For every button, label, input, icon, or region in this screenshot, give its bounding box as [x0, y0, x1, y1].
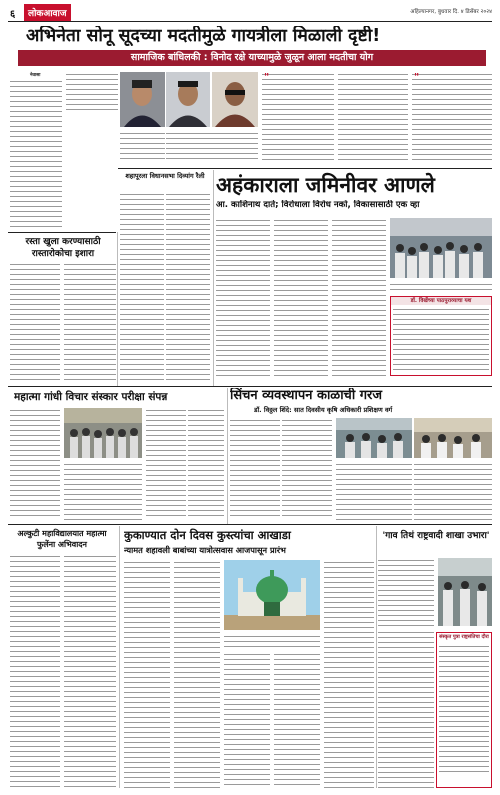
top-story-column-4	[338, 72, 408, 160]
lead-story-column-1	[216, 218, 270, 376]
top-story-column-5	[412, 72, 492, 160]
center-brief-column-2	[166, 192, 210, 382]
lead-story-headline: अहंकाराला जमिनीवर आणले	[216, 173, 435, 197]
irrigation-story-column-2	[282, 418, 332, 520]
column-rule-4	[119, 526, 120, 788]
phule-story-column-1	[10, 554, 60, 788]
rule-top-story	[118, 168, 492, 169]
column-rule-1	[117, 232, 118, 386]
rally-photo	[390, 218, 492, 278]
gandhi-story-column-2	[146, 408, 186, 520]
irrigation-photo-1	[336, 418, 412, 458]
sidebar-box-title: संस्कृत पुत्रा राष्ट्रसंतिचा दौरा	[439, 634, 489, 640]
school-story-headline-text: 'गाव तिथं राष्ट्रवादी शाखा उभारा'	[382, 531, 490, 541]
lead-story-column-2	[274, 218, 328, 376]
column-rule-2	[213, 170, 214, 386]
gandhi-story-headline: महात्मा गांधी विचार संस्कार परीक्षा संपन्न	[14, 391, 168, 403]
center-brief-headline	[120, 172, 210, 181]
masthead-rule	[8, 21, 492, 22]
top-story-headline: अभिनेता सोनू सूदच्या मदतीमुळे गायत्रीला मिळाली दृष्टी!	[26, 26, 381, 46]
gandhi-story-column-4	[188, 408, 224, 520]
top-story-byline: नेवासा	[30, 73, 41, 78]
pull-quote-mark-2: "	[414, 72, 420, 83]
phule-story-column-2	[64, 554, 116, 788]
top-story-subhead-bar	[18, 50, 486, 66]
top-story-column-2	[66, 72, 118, 110]
akhada-story-column-2	[174, 560, 220, 788]
irrigation-story-column-3	[336, 462, 412, 520]
gayatri-photo	[212, 72, 258, 127]
phule-story-headline	[10, 528, 114, 550]
top-story-column-3	[262, 72, 334, 160]
rule-lower	[8, 524, 492, 525]
lead-story-column-3	[332, 218, 386, 266]
akhada-story-subhead: न्यामत शहावली बाबांच्या यात्रोत्सवास आजपासून प्रारंभ	[124, 545, 286, 555]
akhada-story-column-3	[224, 652, 270, 788]
akhada-story-headline: कुकाण्यात दोन दिवस कुस्त्यांचा आखाडा	[124, 528, 291, 542]
dargah-photo	[224, 560, 320, 630]
sidebar-box-body	[439, 644, 489, 774]
sonu-sood-photo	[120, 72, 165, 127]
column-rule-3	[227, 388, 228, 524]
sidebar-box	[436, 632, 492, 788]
gandhi-story-column-1	[10, 408, 60, 520]
akhada-story-column-1	[124, 560, 170, 788]
photo-caption-1	[120, 131, 165, 161]
page-number: ६	[10, 9, 16, 20]
rule-mid	[8, 386, 492, 387]
fact-box	[390, 296, 492, 376]
lead-story-subhead: आ. काशिनाथ दाते; विरोधाला विरोध नको, विकासासाठी एक व्हा	[216, 200, 420, 210]
center-brief-column-1	[120, 192, 164, 382]
school-story-headline	[380, 530, 492, 542]
akhada-story-column-4	[274, 652, 320, 788]
gandhi-exam-photo	[64, 408, 142, 458]
left-brief-column-1	[10, 262, 60, 380]
left-brief-headline	[10, 236, 116, 260]
top-story-subhead: सामाजिक बांधिलकी : विनोद रक्षे याच्यामुळे जुळून आला मदतीचा योग	[130, 52, 374, 63]
irrigation-photo-2	[414, 418, 492, 458]
akhada-story-column-5	[324, 560, 374, 788]
irrigation-story-column-4	[414, 462, 492, 520]
pull-quote-mark: "	[264, 72, 270, 83]
gandhi-story-column-3	[64, 462, 142, 520]
left-brief-column-2	[64, 262, 116, 380]
phule-story-headline-text: अल्कुटी महाविद्यालयात महात्मा फुलेंना अभिवादन	[17, 529, 107, 549]
school-story-column-1	[378, 558, 434, 626]
fact-box-body	[393, 307, 489, 373]
akhada-photo-caption	[224, 634, 320, 648]
center-brief-headline-text: शहापूरला विधानसभा दिव्यांग रैली	[125, 172, 205, 180]
top-story-column-1	[10, 79, 62, 229]
irrigation-story-column-1	[230, 418, 280, 520]
irrigation-story-subhead: डॉ. विठ्ठल शिंदे: सात दिवसीय कृषि अधिकारी प्रशिक्षण वर्ग	[254, 406, 393, 414]
irrigation-story-headline: सिंचन व्यवस्थापन काळाची गरज	[230, 388, 382, 403]
school-photo	[438, 558, 492, 626]
masthead-brand: लोकआवाज	[24, 4, 71, 21]
rule-left-brief	[8, 232, 116, 233]
person-photo	[166, 72, 210, 127]
lead-story-column-4	[390, 282, 492, 292]
school-story-column-2	[378, 630, 434, 788]
photo-caption-2	[166, 131, 258, 161]
lead-story-column-5	[332, 268, 386, 376]
masthead	[8, 4, 492, 20]
fact-box-title: डॉ. विखेंच्या पाठपुराव्याचा यश	[391, 297, 491, 305]
column-rule-5	[376, 526, 377, 788]
left-brief-headline-text: रस्ता खुला करण्यासाठी रास्तारोकोचा इशारा	[25, 237, 101, 259]
dateline: अहिल्यानगर, बुधवार दि. ४ डिसेंबर २०२४	[410, 9, 492, 15]
